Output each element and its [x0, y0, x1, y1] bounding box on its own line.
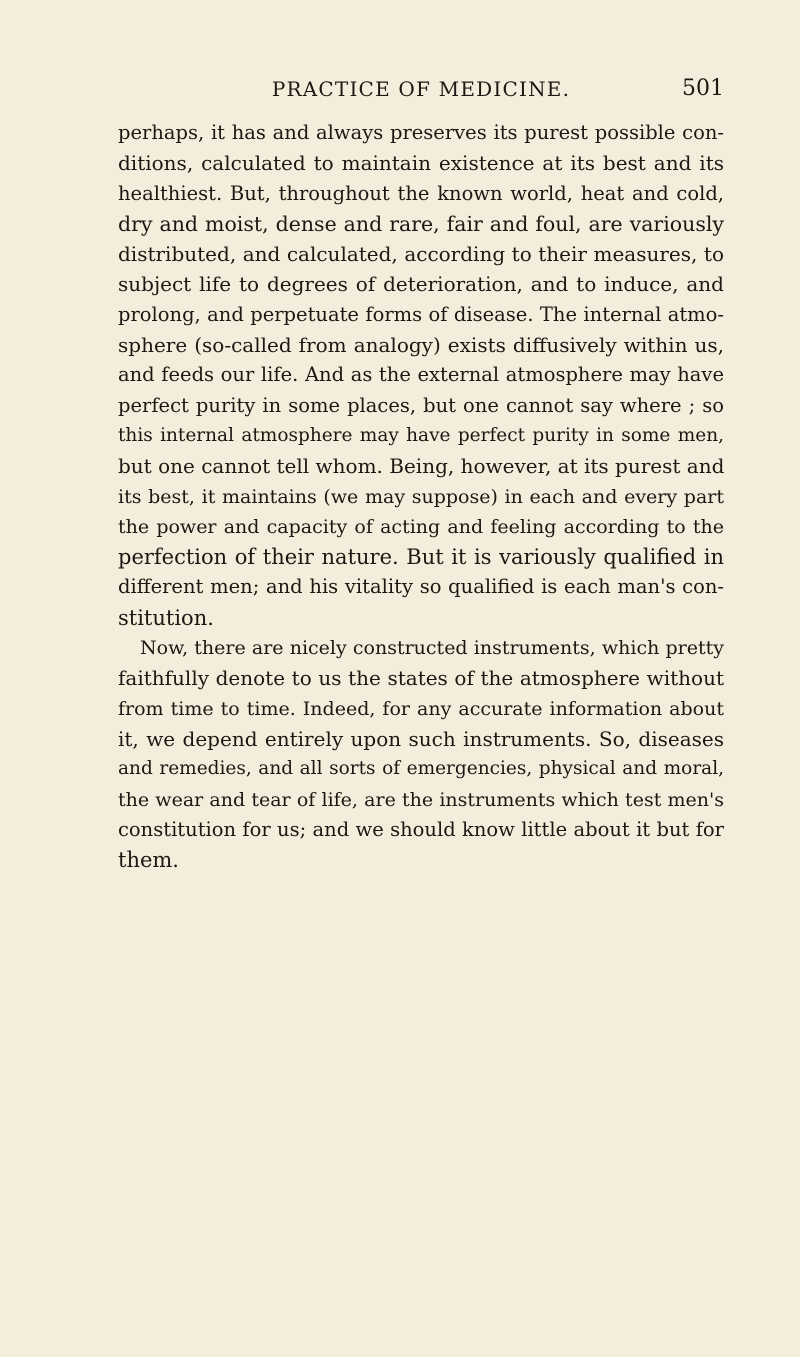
text-line: ditions, calculated to maintain existence at its best and its	[118, 151, 724, 176]
text-line: and feeds our life. And as the external atmosphere may have	[118, 363, 724, 387]
text-line: this internal atmosphere may have perfect purity in some men,	[118, 424, 724, 446]
text-line: the power and capacity of acting and feeling according to the	[118, 515, 724, 538]
body-text	[118, 118, 724, 875]
page-number: 501	[682, 76, 724, 101]
text-line: distributed, and calculated, according to their measures, to	[118, 242, 724, 267]
text-line: but one cannot tell whom. Being, however, at its purest and	[118, 454, 725, 479]
text-line: it, we depend entirely upon such instruments. So, diseases	[118, 726, 724, 751]
text-line: prolong, and perpetuate forms of disease. The internal atmo-	[118, 302, 724, 326]
running-title: PRACTICE OF MEDICINE.	[271, 77, 571, 101]
text-line: healthiest. But, throughout the known world, heat and cold,	[118, 181, 724, 205]
text-line: subject life to degrees of deterioration, and to induce, and	[118, 272, 724, 297]
text-line: them.	[118, 848, 179, 873]
paragraph-1	[118, 118, 724, 633]
text-line: sphere (so-called from analogy) exists diffusively within us,	[118, 333, 724, 358]
page-header	[118, 74, 724, 104]
text-line: the wear and tear of life, are the instruments which test men's	[118, 788, 724, 811]
text-line: dry and moist, dense and rare, fair and foul, are variously	[118, 211, 724, 236]
text-line: and remedies, and all sorts of emergencies, physical and moral,	[118, 758, 724, 780]
text-line: faithfully denote to us the states of the atmosphere without	[118, 666, 724, 691]
text-line: different men; and his vitality so qualified is each man's con-	[118, 575, 724, 599]
text-line: perhaps, it has and always preserves its purest possible con-	[118, 121, 724, 144]
text-line: from time to time. Indeed, for any accurate information about	[118, 697, 724, 720]
text-line: constitution for us; and we should know little about it but for	[118, 817, 724, 841]
paragraph-2	[118, 633, 724, 875]
text-line: stitution.	[118, 605, 214, 630]
text-line: its best, it maintains (we may suppose) in each and every part	[118, 485, 724, 508]
text-line: Now, there are nicely constructed instruments, which pretty	[140, 637, 724, 660]
text-line: perfect purity in some places, but one cannot say where ; so	[118, 393, 724, 417]
text-line: perfection of their nature. But it is variously qualified in	[118, 545, 724, 570]
